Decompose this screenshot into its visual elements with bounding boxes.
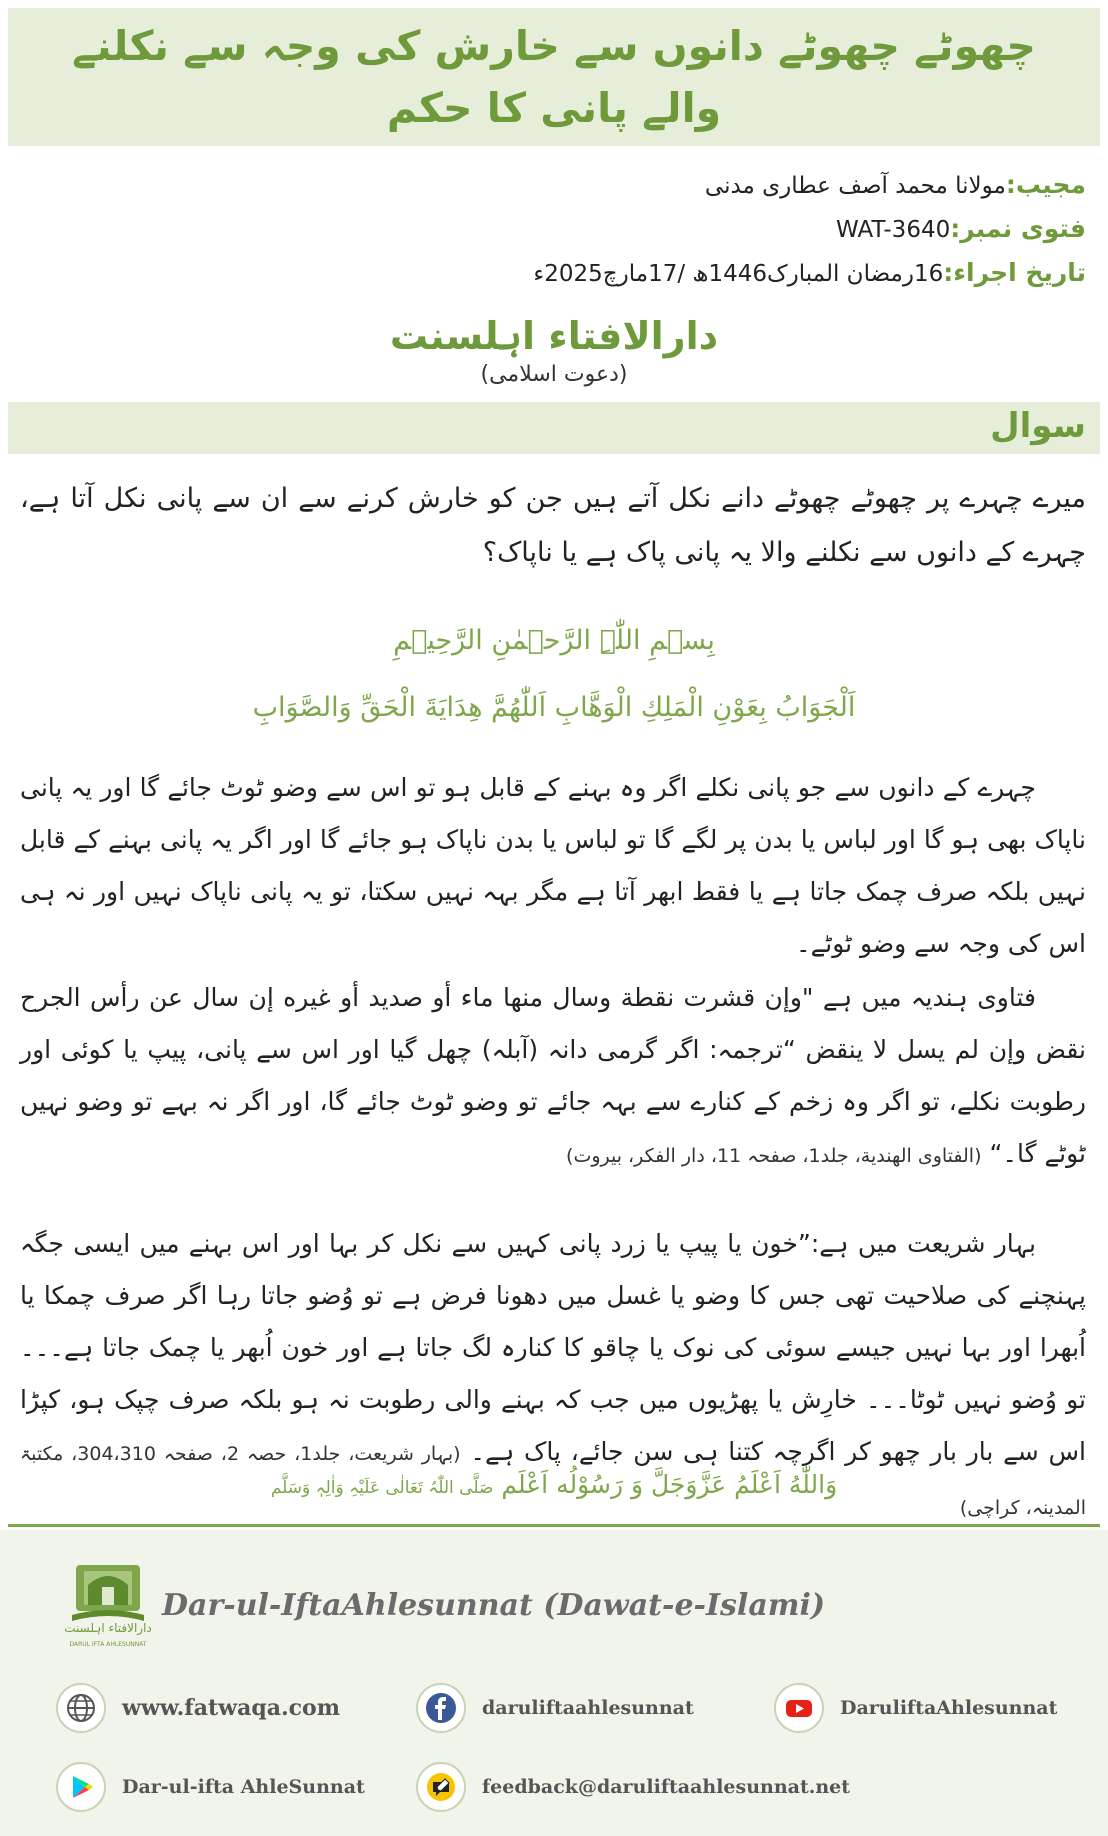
fatwa-number-label: فتوی نمبر: bbox=[950, 214, 1086, 243]
bahar-quote: بہار شریعت میں ہے:”خون یا پیپ یا زرد پانی کہیں سے نکل کر بہا اور اس بہنے میں ایسی جگہ پہنچنے کی صلاحیت تھی جس کا وضو یا غسل میں دھونا فرض ہے تو وُضو جاتا رہا اگر صرف چمکا یا اُبھرا اور بہا نہیں جیسے سوئی کی نوک یا چاقو کا کنارہ لگ جاتا ہے اور خون اُبھر یا چمک جاتا ہے۔۔۔ تو وُضو نہیں ٹوٹا۔۔۔ خارِش یا پھڑیوں میں جب کہ بہنے والی رطوبت نہ ہو بلکہ صرف چپک ہو، کپڑا اس سے بار بار چھو کر اگرچہ کتنا ہی سن جائے، پاک ہے۔ bbox=[20, 1229, 1086, 1466]
feedback-icon bbox=[416, 1762, 466, 1812]
org-name: دارالافتاء اہلسنت bbox=[389, 314, 719, 358]
question-heading: سوال bbox=[990, 406, 1086, 446]
youtube-link[interactable] bbox=[774, 1683, 1057, 1733]
facebook-link[interactable] bbox=[416, 1683, 694, 1733]
closing-formula bbox=[0, 1470, 1108, 1499]
answer-paragraph-2 bbox=[20, 972, 1086, 1182]
question-section-bar bbox=[8, 402, 1100, 454]
fatwa-number-line bbox=[16, 212, 1086, 247]
facebook-handle: daruliftaahlesunnat bbox=[482, 1697, 694, 1719]
logo-subtext: DARUL IFTA AHLESUNNAT bbox=[69, 1641, 147, 1648]
brand-name: Dar-ul-IftaAhlesunnat (Dawat-e-Islami) bbox=[162, 1588, 826, 1623]
answer-paragraph-1: چہرے کے دانوں سے جو پانی نکلے اگر وہ بہنے کے قابل ہو تو اس سے وضو ٹوٹ جائے گا اور یہ پانی ناپاک بھی ہو گا اور لباس یا بدن پر لگے گا تو لباس یا بدن ناپاک ہو جائے گا اور اگر یہ پانی بہنے کے قابل نہیں بلکہ صرف چمک جاتا ہے یا فقط ابھر آتا ہے مگر بہہ نہیں سکتا، تو یہ پانی ناپاک نہیں اور نہ ہی اس کی وجہ سے وضو ٹوٹے۔ bbox=[20, 773, 1086, 958]
feedback-email-link[interactable] bbox=[416, 1762, 850, 1812]
dar-ul-ifta-logo-icon bbox=[58, 1555, 158, 1655]
fatwa-number-value: WAT-3640 bbox=[836, 217, 951, 243]
mujeeb-value: مولانا محمد آصف عطاری مدنی bbox=[704, 173, 1006, 199]
facebook-icon bbox=[416, 1683, 466, 1733]
title-banner bbox=[8, 8, 1100, 146]
hindiya-reference: (الفتاوی الهندية، جلد1، صفحہ 11، دار الفکر، بیروت) bbox=[566, 1145, 982, 1167]
mujeeb-label: مجیب: bbox=[1005, 170, 1086, 199]
closing-main: وَاللّٰهُ اَعْلَمُ عَزَّوَجَلَّ وَ رَسُوْلُه اَعْلَم bbox=[501, 1470, 838, 1499]
question-text: میرے چہرے پر چھوٹے چھوٹے دانے نکل آتے ہیں جن کو خارش کرنے سے ان سے پانی نکل آتا ہے، چہرے کے دانوں سے نکلنے والا یہ پانی پاک ہے یا ناپاک؟ bbox=[20, 483, 1086, 568]
org-subtitle: (دعوت اسلامی) bbox=[480, 362, 628, 387]
closing-salutation: صَلَّی اللّٰہُ تَعَالٰی عَلَیْہِ وَاٰلِہٖ وَسَلَّم bbox=[270, 1478, 494, 1498]
logo-text: دارالافتاء اہلسنت bbox=[64, 1621, 152, 1635]
website-link[interactable] bbox=[56, 1683, 340, 1733]
date-line bbox=[16, 256, 1086, 291]
bahar-reference: (بہار شریعت، جلد1، حصہ 2، صفحہ 304،310، مکتبۃ المدینہ، کراچی) bbox=[20, 1443, 1086, 1519]
hindiya-quote: فتاوی ہندیہ میں ہے "وإن قشرت نقطة وسال منها ماء أو صديد أو غيره إن سال عن رأس الجرح نقض وإن لم يسل لا ينقض “ترجمہ: اگر گرمی دانہ (آبلہ) چھل گیا اور اس سے پانی، پیپ یا کوئی اور رطوبت نکلے، تو اگر وہ زخم کے کنارے سے بہہ جائے تو وضو ٹوٹ جائے گا، اور اگر نہ بہے تو وضو نہیں ٹوٹے گا۔“ bbox=[20, 983, 1086, 1168]
playstore-app-name: Dar-ul-ifta AhleSunnat bbox=[122, 1776, 365, 1798]
youtube-icon bbox=[774, 1683, 824, 1733]
mujeeb-line bbox=[16, 168, 1086, 203]
date-label: تاریخ اجراء: bbox=[943, 258, 1086, 287]
playstore-link[interactable] bbox=[56, 1762, 365, 1812]
bismillah: بِسۡمِ اللّٰہِ الرَّحۡمٰنِ الرَّحِیۡمِ bbox=[393, 625, 715, 656]
answer-opening: اَلْجَوَابُ بِعَوْنِ الْمَلِكِ الْوَهَّابِ اَللّٰهُمَّ هِدَايَةَ الْحَقِّ وَالصَّوَابِ bbox=[252, 692, 856, 723]
fatwa-title: چھوٹے چھوٹے دانوں سے خارش کی وجہ سے نکلنے والے پانی کا حکم bbox=[72, 22, 1036, 132]
website-url: www.fatwaqa.com bbox=[122, 1695, 340, 1721]
date-value: 16رمضان المبارک1446ھ /17مارچ2025ء bbox=[533, 261, 944, 287]
feedback-email: feedback@daruliftaahlesunnat.net bbox=[482, 1776, 851, 1798]
google-play-icon bbox=[56, 1762, 106, 1812]
youtube-handle: DaruliftaAhlesunnat bbox=[840, 1697, 1058, 1719]
footer-divider bbox=[8, 1524, 1100, 1527]
globe-icon bbox=[56, 1683, 106, 1733]
